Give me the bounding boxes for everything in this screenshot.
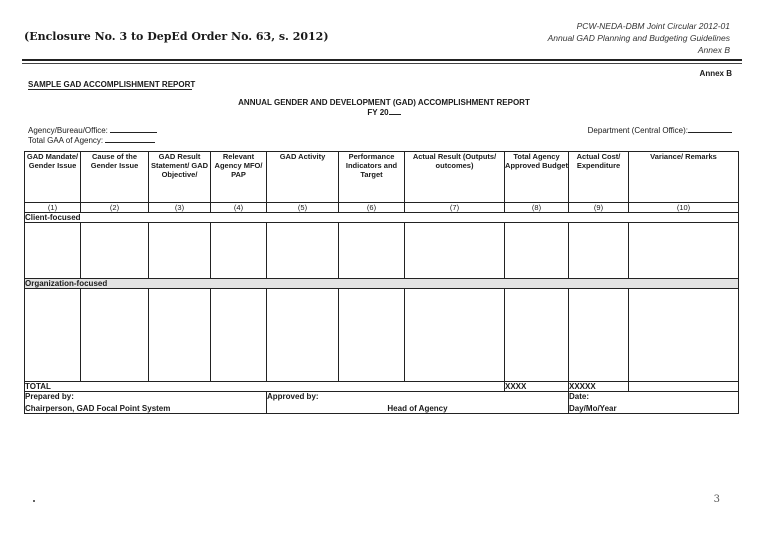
col-number: (10) [629, 203, 739, 213]
table-cell[interactable] [569, 289, 629, 382]
department-field [588, 126, 732, 135]
table-cell[interactable] [339, 289, 405, 382]
table-cell[interactable] [211, 289, 267, 382]
header-mfo-pap: Relevant Agency MFO/ PAP [211, 152, 267, 203]
header-actual-result: Actual Result (Outputs/ outcomes) [405, 152, 505, 203]
section-client-focused: Client-focused [25, 213, 739, 223]
head-of-agency-signatory[interactable]: Head of Agency [267, 402, 569, 414]
annex-label: Annex B [699, 69, 732, 78]
total-gaa-label: Total GAA of Agency: [28, 136, 104, 145]
signature-name-row [25, 402, 739, 414]
sample-title-underline [28, 89, 192, 90]
accomplishment-table [24, 151, 739, 414]
header-gad-mandate: GAD Mandate/ Gender Issue [25, 152, 81, 203]
table-cell[interactable] [505, 223, 569, 279]
header-variance: Variance/ Remarks [629, 152, 739, 203]
approved-by-label: Approved by: [267, 392, 569, 403]
table-cell[interactable] [629, 223, 739, 279]
circular-line-3: Annex B [697, 45, 730, 55]
date-label: Date: [569, 392, 739, 403]
enclosure-title: (Enclosure No. 3 to DepEd Order No. 63, s. 2012) [24, 30, 329, 43]
header-actual-cost: Actual Cost/ Expenditure [569, 152, 629, 203]
header-approved-budget: Total Agency Approved Budget [505, 152, 569, 203]
col-number: (2) [81, 203, 149, 213]
total-row [25, 382, 739, 392]
table-cell[interactable] [569, 223, 629, 279]
table-row [25, 223, 739, 279]
total-gaa-blank[interactable] [105, 142, 155, 143]
col-number: (6) [339, 203, 405, 213]
section-row-client [25, 213, 739, 223]
department-blank[interactable] [688, 132, 732, 133]
col-number: (4) [211, 203, 267, 213]
table-cell[interactable] [81, 223, 149, 279]
table-cell[interactable] [149, 223, 211, 279]
report-title-block [0, 98, 768, 118]
table-cell[interactable] [339, 223, 405, 279]
table-cell[interactable] [629, 289, 739, 382]
table-cell[interactable] [211, 223, 267, 279]
table-cell[interactable] [25, 223, 81, 279]
circular-line-2: Annual GAD Planning and Budgeting Guidelines [547, 33, 730, 43]
sample-title: SAMPLE GAD ACCOMPLISHMENT REPORT [28, 80, 196, 89]
total-budget: XXXX [505, 382, 569, 392]
table-cell[interactable] [25, 289, 81, 382]
report-title: ANNUAL GENDER AND DEVELOPMENT (GAD) ACCOMPLISHMENT REPORT [238, 98, 530, 107]
fy-label: FY 20 [367, 108, 389, 117]
col-number: (5) [267, 203, 339, 213]
section-row-org [25, 279, 739, 289]
signature-label-row [25, 392, 739, 403]
agency-blank[interactable] [110, 132, 157, 133]
total-variance[interactable] [629, 382, 739, 392]
date-format[interactable]: Day/Mo/Year [569, 402, 739, 414]
table-cell[interactable] [405, 289, 505, 382]
col-number: (3) [149, 203, 211, 213]
header-cause: Cause of the Gender Issue [81, 152, 149, 203]
table-cell[interactable] [267, 223, 339, 279]
col-number: (8) [505, 203, 569, 213]
chairperson-signatory[interactable]: Chairperson, GAD Focal Point System [25, 402, 267, 414]
total-cost: XXXXX [569, 382, 629, 392]
table-cell[interactable] [81, 289, 149, 382]
agency-fields [28, 126, 157, 146]
page-number: 3 [713, 494, 720, 505]
table-cell[interactable] [267, 289, 339, 382]
header-gad-activity: GAD Activity [267, 152, 339, 203]
total-label: TOTAL [25, 382, 505, 392]
column-number-row [25, 203, 739, 213]
table-cell[interactable] [405, 223, 505, 279]
department-label: Department (Central Office): [587, 126, 688, 135]
header-result-statement: GAD Result Statement/ GAD Objective/ [149, 152, 211, 203]
table-cell[interactable] [149, 289, 211, 382]
header-rule [22, 59, 742, 61]
circular-line-1: PCW-NEDA-DBM Joint Circular 2012-01 [576, 21, 730, 31]
agency-label: Agency/Bureau/Office: [28, 126, 108, 135]
section-organization-focused: Organization-focused [25, 279, 739, 289]
table-cell[interactable] [505, 289, 569, 382]
header-rule-thin [22, 63, 742, 64]
table-row [25, 289, 739, 382]
scan-speck [33, 500, 35, 502]
prepared-by-label: Prepared by: [25, 392, 267, 403]
header-performance-indicators: Performance Indicators and Target [339, 152, 405, 203]
fy-blank[interactable] [389, 114, 401, 115]
col-number: (1) [25, 203, 81, 213]
col-number: (7) [405, 203, 505, 213]
fiscal-year [0, 108, 768, 118]
col-number: (9) [569, 203, 629, 213]
table-header-row [25, 152, 739, 203]
circular-reference [548, 20, 730, 56]
